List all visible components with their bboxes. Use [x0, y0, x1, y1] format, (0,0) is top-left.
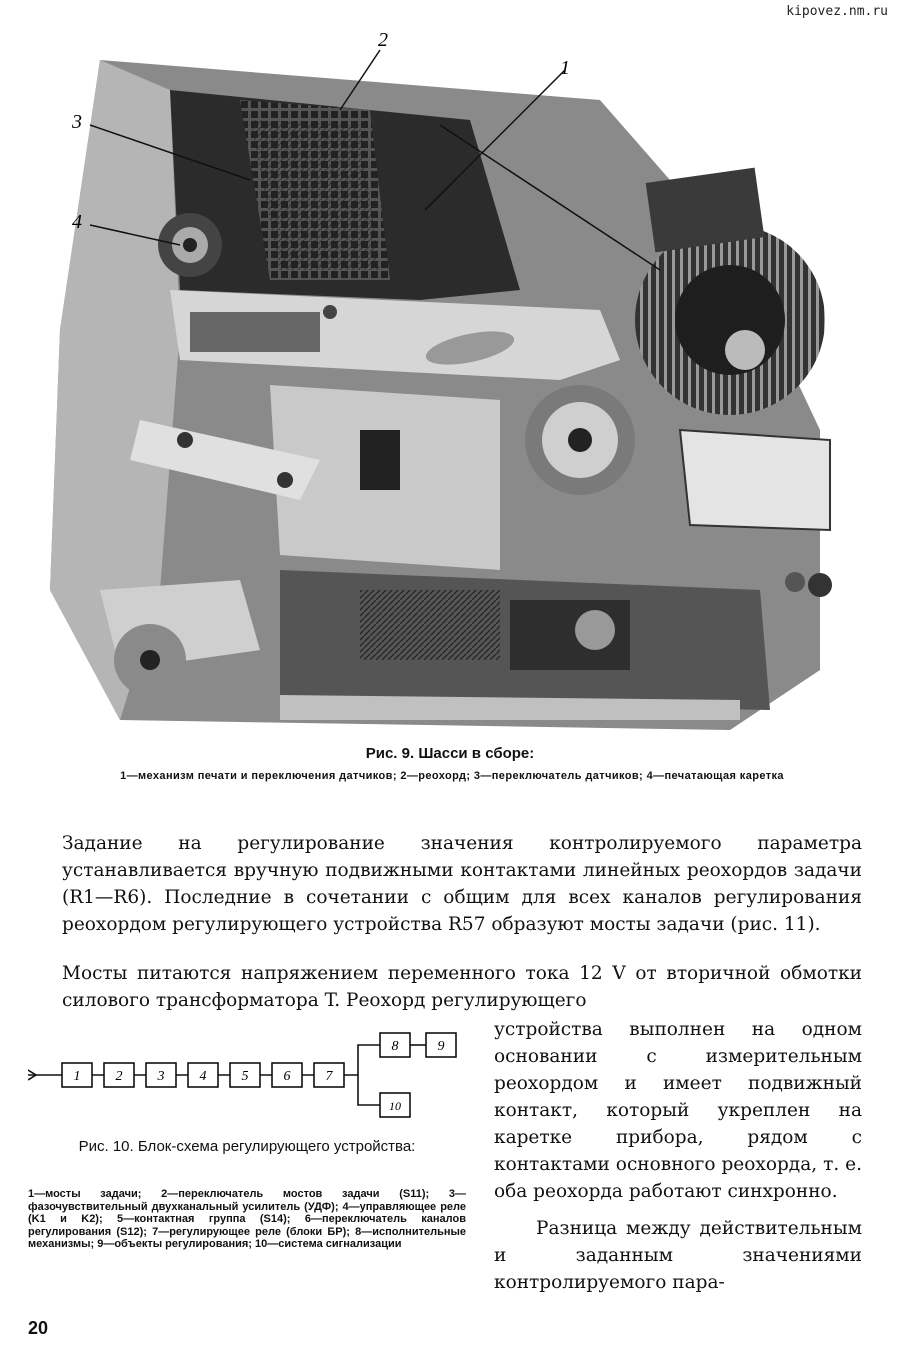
svg-text:5: 5: [241, 1069, 249, 1084]
svg-text:3: 3: [157, 1069, 165, 1084]
svg-text:2: 2: [115, 1069, 123, 1084]
svg-text:6: 6: [283, 1069, 291, 1084]
svg-text:8: 8: [391, 1039, 399, 1054]
chassis-photo: [40, 30, 860, 740]
svg-text:4: 4: [199, 1069, 207, 1084]
block-7: [314, 1063, 344, 1087]
figure10-caption-legend: 1—мосты задачи; 2—переключатель мостов задачи (S11); 3—фазочувствительный двухканальный усилитель (УДФ); 4—управляющее реле (K1 и K2); 5—контактная группа (S14); 6—переключатель каналов регулирования (S12); 7—регулирующее реле (блоки БР); 8—исполнительные механизмы; 9—объекты регулирования; 10—система сигнализации: [28, 1188, 466, 1250]
paragraph-3: устройства выполнен на одном основании с измерительным реохордом и имеет подвижный контакт, который укреплен на каретке прибора, рядом с контактами основного реохорда, т. е. оба реохорда работают синхронно.: [494, 1019, 862, 1202]
callout-2: 2: [378, 30, 388, 51]
paragraph-2-text: Мосты питаются напряжением переменного тока 12 V от вторичной обмотки силового трансформатора T. Реохорд регулирующего: [62, 963, 862, 1011]
svg-text:10: 10: [389, 1099, 401, 1113]
block-4: [188, 1063, 218, 1087]
paragraph-4: Разница между действительным и заданным значениями контролируемого пара-: [494, 1218, 862, 1293]
svg-text:9: 9: [437, 1039, 445, 1054]
block-6: [272, 1063, 302, 1087]
block-10: [380, 1093, 410, 1117]
block-9: [426, 1033, 456, 1057]
block-8: [380, 1033, 410, 1057]
callout-4: 4: [72, 211, 82, 233]
site-label: kipovez.nm.ru: [786, 4, 888, 19]
page-number: 20: [28, 1318, 49, 1338]
callout-3: 3: [72, 111, 82, 133]
right-column: [494, 1016, 862, 1296]
svg-text:7: 7: [325, 1069, 333, 1084]
callout-1: 1: [560, 57, 570, 79]
figure10-caption-title: Рис. 10. Блок-схема регулирующего устройства:: [78, 1138, 416, 1155]
paragraph-2: [62, 960, 862, 1014]
block-2: [104, 1063, 134, 1087]
paragraph-1: Задание на регулирование значения контролируемого параметра устанавливается вручную подвижными контактами линейных реохордов задачи (R1—R6). Последние в сочетании с общим для всех каналов регулирования реохордом регулирующего устройства R57 образуют мосты задачи (рис. 11).: [62, 833, 862, 935]
figure9-caption-title: Рис. 9. Шасси в сборе:: [365, 745, 535, 762]
block-1: [62, 1063, 92, 1087]
block-5: [230, 1063, 260, 1087]
block-diagram: [28, 1030, 468, 1125]
figure9-caption-legend: 1—механизм печати и переключения датчиков; 2—реохорд; 3—переключатель датчиков; 4—печатающая каретка: [120, 770, 784, 782]
block-3: [146, 1063, 176, 1087]
svg-text:1: 1: [73, 1069, 81, 1084]
